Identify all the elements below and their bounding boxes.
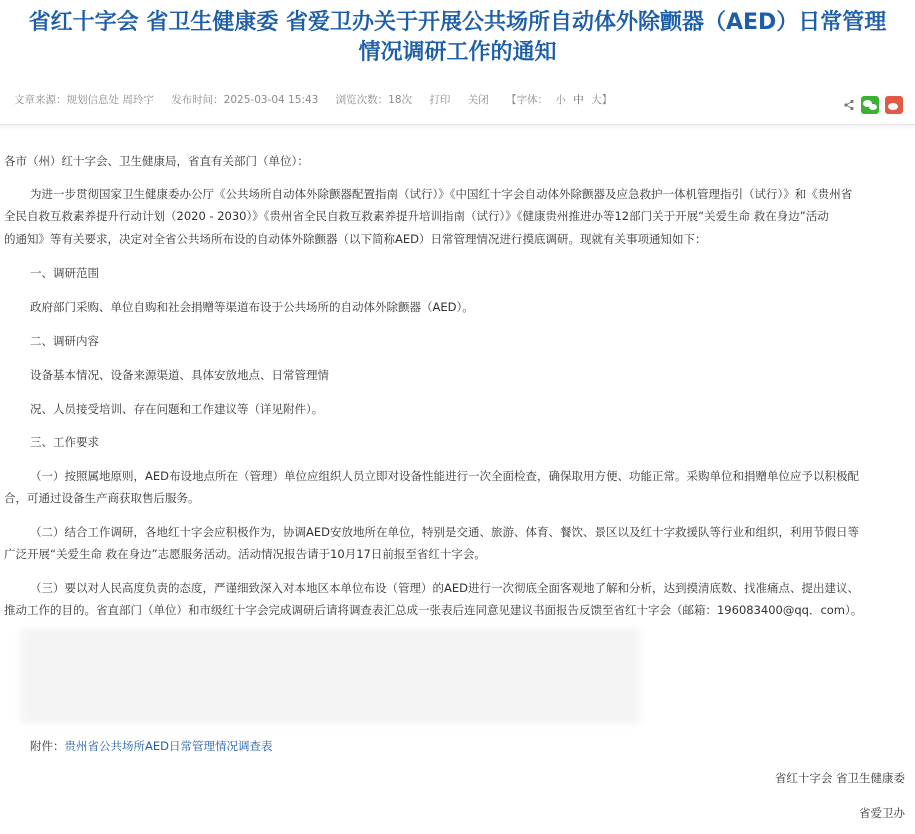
- meta-source: 文章来源：规划信息处 周玲宇: [14, 94, 154, 106]
- article-title-line2: 情况调研工作的通知: [358, 40, 557, 65]
- requirement-1-line-1: （一）按照属地原则，AED布设地点所在（管理）单位应组织人员立即对设备性能进行一次全面检查，确保取用方便、功能正常。采购单位和捐赠单位应予以积极配: [30, 469, 859, 483]
- intro-line-3: 的通知》等有关要求，决定对全省公共场所布设的自动体外除颤器（以下简称AED）日常管理情况进行摸底调研。现就有关事项通知如下：: [4, 232, 707, 246]
- font-size-medium[interactable]: 中: [573, 94, 584, 106]
- intro-line-1: 为进一步贯彻国家卫生健康委办公厅《公共场所自动体外除颤器配置指南（试行）》《中国红十字会自动体外除颤器及应急救护一体机管理指引（试行）》和《贵州省: [30, 187, 853, 201]
- print-link[interactable]: 打印: [429, 94, 451, 106]
- intro-line-2: 全民自救互救素养提升行动计划（2020 - 2030）》《贵州省全民自救互救素养提升培训指南（试行）》《健康贵州推进办等12部门关于开展“关爱生命 救在身边”活动: [4, 209, 829, 223]
- section-3-title: 三、工作要求: [30, 435, 99, 449]
- wechat-icon[interactable]: [861, 96, 879, 114]
- section-1-body: 政府部门采购、单位自购和社会捐赠等渠道布设于公共场所的自动体外除颤器（AED）。: [30, 300, 474, 314]
- weibo-icon[interactable]: [885, 96, 903, 114]
- share-bar: [843, 95, 903, 115]
- blurred-region: [20, 628, 640, 724]
- article-title-line1: 省红十字会 省卫生健康委 省爱卫办关于开展公共场所自动体外除颤器（AED）日常管理: [28, 10, 887, 35]
- font-size-control: [506, 92, 616, 107]
- share-icon[interactable]: [843, 99, 855, 111]
- signature-line-2: 省爱卫办: [859, 806, 905, 820]
- attachment-label: 附件：: [30, 739, 65, 753]
- requirement-2-line-1: （二）结合工作调研，各地红十字会应积极作为，协调AED安放地所在单位，特别是交通、旅游、体育、餐饮、景区以及红十字救援队等行业和组织，利用节假日等: [30, 525, 859, 539]
- requirement-1-line-2: 合，可通过设备生产商获取售后服务。: [4, 491, 200, 505]
- meta-views: 浏览次数：18次: [335, 94, 413, 106]
- meta-publish-time: 发布时间：2025-03-04 15:43: [171, 94, 319, 106]
- header-divider: [0, 124, 915, 130]
- section-2-body-line-2: 况、人员接受培训、存在问题和工作建议等（详见附件）。: [30, 402, 324, 416]
- signature-line-1: 省红十字会 省卫生健康委: [774, 771, 905, 785]
- requirement-3-line-2: 推动工作的目的。省直部门（单位）和市级红十字会完成调研后请将调查表汇总成一张表后连同意见建议书面报告反馈至省红十字会（邮箱：196083400@qq．com）。: [4, 603, 863, 617]
- font-size-label: 【字体：: [506, 94, 549, 106]
- close-link[interactable]: 关闭: [467, 94, 489, 106]
- greeting: 各市（州）红十字会、卫生健康局，省直有关部门（单位）：: [4, 154, 309, 168]
- article-meta: [14, 92, 904, 112]
- section-2-title: 二、调研内容: [30, 334, 99, 348]
- requirement-2-line-2: 广泛开展“关爱生命 救在身边”志愿服务活动。活动情况报告请于10月17日前报至省红十字会。: [4, 547, 486, 561]
- article-title: [0, 8, 915, 68]
- attachment-link[interactable]: 贵州省公共场所AED日常管理情况调查表: [64, 739, 273, 753]
- section-2-body-line-1: 设备基本情况、设备来源渠道、具体安放地点、日常管理情: [30, 368, 329, 382]
- attachment: [30, 735, 273, 757]
- requirement-3-line-1: （三）要以对人民高度负责的态度，严谨细致深入对本地区本单位布设（管理）的AED进行一次彻底全面客观地了解和分析，达到摸清底数、找准痛点、提出建议、: [30, 581, 859, 595]
- font-size-small[interactable]: 小: [555, 94, 566, 106]
- section-1-title: 一、调研范围: [30, 266, 99, 280]
- font-size-large[interactable]: 大】: [591, 94, 613, 106]
